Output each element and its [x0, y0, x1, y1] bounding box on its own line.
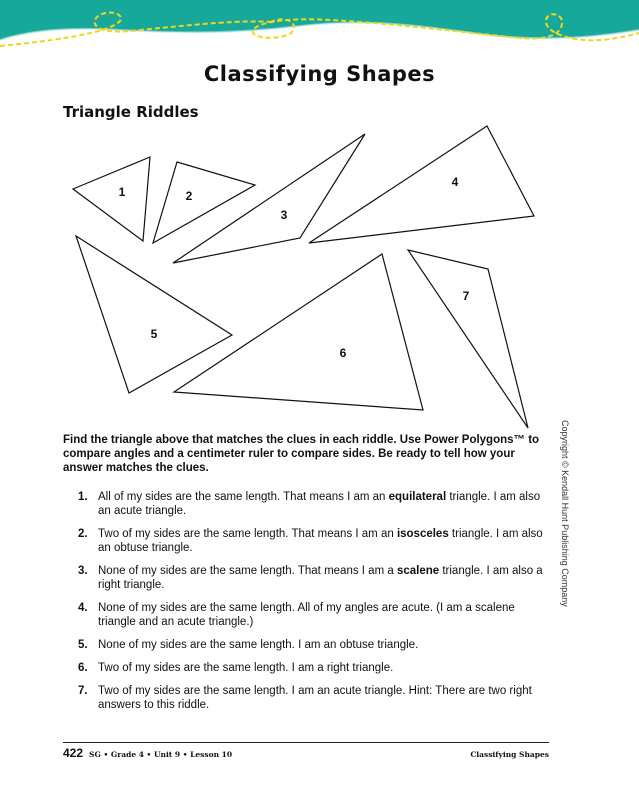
copyright-text: Copyright © Kendall Hunt Publishing Company	[560, 420, 570, 607]
riddle-item	[78, 638, 550, 652]
copyright-notice	[558, 420, 572, 630]
triangle-label-4: 4	[451, 175, 459, 189]
riddle-text: Two of my sides are the same length. I am a right triangle.	[98, 662, 394, 674]
instructions: Find the triangle above that matches the clues in each riddle. Use Power Polygons™ to compare angles and a centimeter ruler to compare sides. Be ready to tell how your answer matches the clues.	[63, 434, 540, 474]
riddle-item	[78, 490, 550, 518]
triangle-label-2: 2	[185, 189, 193, 203]
riddle-item	[78, 601, 550, 629]
riddle-text: None of my sides are the same length. I am an obtuse triangle.	[98, 639, 419, 651]
riddle-text: Two of my sides are the same length. That means I am an isosceles triangle. I am also an obtuse triangle.	[98, 528, 543, 554]
riddle-number: 1.	[78, 491, 88, 503]
triangle-label-1: 1	[118, 185, 126, 199]
riddle-item	[78, 564, 550, 592]
section-subtitle: Triangle Riddles	[63, 103, 199, 121]
riddle-number: 7.	[78, 685, 88, 697]
page-footer	[63, 746, 549, 760]
footer-title: Classifying Shapes	[470, 750, 549, 759]
riddle-list	[78, 490, 550, 721]
riddle-item	[78, 684, 550, 712]
triangle-label-5: 5	[150, 327, 158, 341]
course-reference: SG • Grade 4 • Unit 9 • Lesson 10	[89, 750, 233, 759]
triangle-label-7: 7	[462, 289, 470, 303]
header-banner	[0, 0, 639, 60]
page-number: 422	[63, 746, 84, 760]
riddle-number: 6.	[78, 662, 88, 674]
riddle-text: Two of my sides are the same length. I am an acute triangle. Hint: There are two right answers to this riddle.	[98, 685, 532, 711]
riddle-text: None of my sides are the same length. All of my angles are acute. (I am a scalene triangle and an acute triangle.)	[98, 602, 515, 628]
triangle-figures	[0, 118, 639, 440]
riddle-number: 3.	[78, 565, 88, 577]
riddle-text: None of my sides are the same length. That means I am a scalene triangle. I am also a right triangle.	[98, 565, 543, 591]
triangle-label-6: 6	[339, 346, 347, 360]
riddle-item	[78, 661, 550, 675]
footer-divider	[63, 742, 549, 743]
riddle-number: 4.	[78, 602, 88, 614]
triangle-1	[73, 157, 150, 241]
riddle-text: All of my sides are the same length. That means I am an equilateral triangle. I am also an acute triangle.	[98, 491, 541, 517]
riddle-number: 2.	[78, 528, 88, 540]
triangle-label-3: 3	[280, 208, 288, 222]
page-title: Classifying Shapes	[203, 62, 436, 86]
triangle-4	[309, 126, 534, 243]
triangle-7	[408, 250, 528, 428]
riddle-number: 5.	[78, 639, 88, 651]
riddle-item	[78, 527, 550, 555]
